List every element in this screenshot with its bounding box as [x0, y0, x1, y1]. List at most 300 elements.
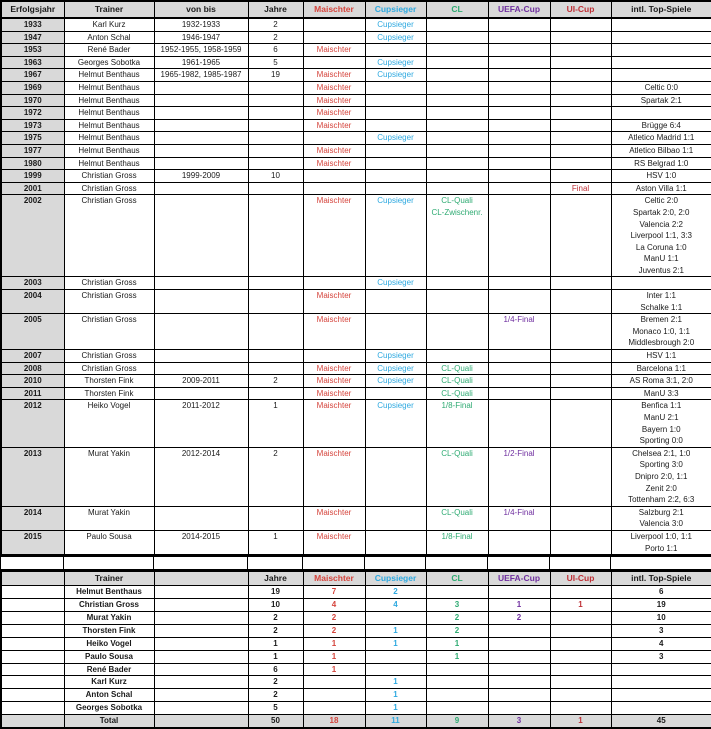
cell-line: CL-Quali	[427, 507, 488, 519]
cell-jahre: 1	[248, 530, 303, 555]
cell-jahre: 1	[248, 400, 303, 447]
cell-cupsieger: 4	[365, 599, 426, 612]
cell-line: Spartak 2:0, 2:0	[612, 207, 711, 219]
table-row	[1, 387, 711, 400]
cell-ui-cup	[550, 144, 611, 157]
cell-jahre: 2	[248, 676, 303, 689]
cell-uefa-cup	[488, 157, 550, 170]
cell-uefa-cup	[488, 362, 550, 375]
cell-jahre	[248, 277, 303, 290]
cell-cl	[426, 447, 488, 506]
cell-line: Tottenham 2:2, 6:3	[612, 494, 711, 506]
cell-jahre: 2	[248, 689, 303, 702]
cell-jahre	[248, 132, 303, 145]
cell-line: Bremen 2:1	[612, 314, 711, 326]
cell-trainer: Helmut Benthaus	[64, 107, 154, 120]
cell-trainer: Christian Gross	[64, 599, 154, 612]
header-uefa-cup: UEFA-Cup	[488, 571, 550, 586]
cell-ui-cup	[550, 132, 611, 145]
cell-erfolgsjahr: 1967	[1, 69, 64, 82]
table-row	[1, 170, 711, 183]
cell-intl-top-spiele	[611, 107, 711, 120]
cell-cl	[426, 69, 488, 82]
table-row	[1, 18, 711, 31]
header-row	[1, 571, 711, 586]
cell-cupsieger	[365, 157, 426, 170]
cell-von-bis: 2014-2015	[154, 530, 248, 555]
cell-erfolgsjahr: 1973	[1, 119, 64, 132]
cell-jahre: 2	[248, 31, 303, 44]
cell-erfolgsjahr: 2013	[1, 447, 64, 506]
cell-cupsieger: 11	[365, 715, 426, 728]
cell-maischter: 2	[303, 624, 365, 637]
table-row	[1, 447, 711, 506]
cell-von-bis	[154, 132, 248, 145]
cell-von-bis	[154, 157, 248, 170]
cell-trainer: Georges Sobotka	[64, 56, 154, 69]
cell-maischter	[303, 557, 365, 570]
cell-trainer: Paulo Sousa	[64, 530, 154, 555]
cell-erfolgsjahr	[1, 624, 64, 637]
cell-intl-top-spiele	[611, 44, 711, 57]
cell-maischter: Maischter	[303, 387, 365, 400]
cell-cupsieger	[365, 557, 426, 570]
cell-trainer: Christian Gross	[64, 182, 154, 195]
cell-von-bis	[154, 663, 248, 676]
cell-ui-cup	[550, 611, 611, 624]
cell-trainer: Murat Yakin	[64, 506, 154, 530]
cell-intl-top-spiele	[611, 290, 711, 314]
cell-intl-top-spiele	[611, 195, 711, 277]
cell-erfolgsjahr	[1, 663, 64, 676]
cell-ui-cup	[550, 586, 611, 599]
cell-uefa-cup	[488, 56, 550, 69]
cell-uefa-cup	[488, 170, 550, 183]
cell-line: Spartak 2:1	[612, 95, 711, 107]
cell-cl: 1	[426, 637, 488, 650]
cell-cl	[426, 119, 488, 132]
cell-jahre: 1	[248, 650, 303, 663]
cell-line: Schalke 1:1	[612, 302, 711, 314]
cell-von-bis	[154, 506, 248, 530]
cell-line: CL-Quali	[427, 388, 488, 400]
header-cupsieger: Cupsieger	[365, 571, 426, 586]
cell-cupsieger: Cupsieger	[365, 31, 426, 44]
cell-ui-cup	[550, 557, 611, 570]
table-row	[1, 132, 711, 145]
cell-intl-top-spiele	[611, 94, 711, 107]
cell-ui-cup	[550, 637, 611, 650]
cell-cupsieger: Cupsieger	[365, 277, 426, 290]
cell-line: Chelsea 2:1, 1:0	[612, 448, 711, 460]
cell-cl	[426, 132, 488, 145]
cell-jahre: 2	[248, 375, 303, 388]
summary-table-header	[1, 571, 711, 586]
cell-von-bis: 2009-2011	[154, 375, 248, 388]
cell-erfolgsjahr: 2015	[1, 530, 64, 555]
cell-erfolgsjahr: 1933	[1, 18, 64, 31]
cell-uefa-cup	[488, 530, 550, 555]
cell-erfolgsjahr	[1, 586, 64, 599]
summary-table-body	[1, 586, 711, 728]
cell-ui-cup	[550, 290, 611, 314]
cell-intl-top-spiele	[611, 170, 711, 183]
table-row	[1, 663, 711, 676]
cell-uefa-cup	[488, 94, 550, 107]
cell-line: Atletico Bilbao 1:1	[612, 145, 711, 157]
cell-line: 1/8-Final	[427, 400, 488, 412]
header-jahre: Jahre	[248, 571, 303, 586]
cell-ui-cup	[550, 81, 611, 94]
cell-maischter: Maischter	[303, 375, 365, 388]
cell-ui-cup	[550, 107, 611, 120]
cell-intl-top-spiele	[611, 132, 711, 145]
cell-trainer: Thorsten Fink	[64, 375, 154, 388]
cell-cupsieger: 1	[365, 689, 426, 702]
cell-cl	[426, 277, 488, 290]
cell-intl-top-spiele	[611, 56, 711, 69]
cell-uefa-cup	[488, 375, 550, 388]
table-row	[1, 599, 711, 612]
cell-erfolgsjahr: 2014	[1, 506, 64, 530]
cell-uefa-cup	[488, 663, 550, 676]
cell-von-bis	[154, 715, 248, 728]
cell-cupsieger	[365, 314, 426, 350]
cell-line: RS Belgrad 1:0	[612, 158, 711, 170]
cell-ui-cup	[550, 506, 611, 530]
table-row	[1, 400, 711, 447]
cell-intl-top-spiele	[611, 447, 711, 506]
cell-ui-cup	[550, 119, 611, 132]
table-row	[1, 182, 711, 195]
cell-cl	[426, 18, 488, 31]
cell-von-bis: 1965-1982, 1985-1987	[154, 69, 248, 82]
cell-uefa-cup	[488, 18, 550, 31]
cell-cl	[426, 170, 488, 183]
header-intl-top-spiele: intl. Top-Spiele	[611, 571, 711, 586]
table-row	[1, 375, 711, 388]
header-cl: CL	[426, 571, 488, 586]
cell-line: Barcelona 1:1	[612, 363, 711, 375]
cell-intl-top-spiele	[611, 702, 711, 715]
cell-von-bis	[154, 362, 248, 375]
cell-cupsieger: Cupsieger	[365, 69, 426, 82]
cell-von-bis	[154, 119, 248, 132]
cell-uefa-cup: 1/4-Final	[488, 506, 550, 530]
cell-maischter: Maischter	[303, 44, 365, 57]
cell-erfolgsjahr: 1972	[1, 107, 64, 120]
cell-intl-top-spiele	[611, 144, 711, 157]
cell-cupsieger: Cupsieger	[365, 350, 426, 363]
table-row	[1, 557, 711, 570]
cell-cupsieger	[365, 650, 426, 663]
cell-intl-top-spiele	[611, 689, 711, 702]
cell-uefa-cup	[488, 107, 550, 120]
cell-jahre	[248, 107, 303, 120]
cell-line: Valencia 2:2	[612, 219, 711, 231]
cell-intl-top-spiele	[611, 663, 711, 676]
cell-cl	[426, 290, 488, 314]
cell-cupsieger	[365, 182, 426, 195]
cell-cupsieger: 1	[365, 624, 426, 637]
cell-cupsieger	[365, 94, 426, 107]
cell-trainer: Helmut Benthaus	[64, 81, 154, 94]
cell-von-bis	[154, 290, 248, 314]
cell-maischter: Maischter	[303, 81, 365, 94]
cell-maischter: Maischter	[303, 447, 365, 506]
cell-intl-top-spiele	[611, 69, 711, 82]
cell-trainer: René Bader	[64, 663, 154, 676]
cell-trainer: Christian Gross	[64, 314, 154, 350]
cell-von-bis	[154, 637, 248, 650]
cell-maischter: Maischter	[303, 195, 365, 277]
cell-cupsieger: Cupsieger	[365, 56, 426, 69]
cell-line: ManU 2:1	[612, 412, 711, 424]
cell-von-bis	[154, 702, 248, 715]
cell-ui-cup	[550, 530, 611, 555]
cell-erfolgsjahr: 1975	[1, 132, 64, 145]
cell-uefa-cup: 2	[488, 611, 550, 624]
cell-cl	[426, 350, 488, 363]
cell-line: Sporting 3:0	[612, 459, 711, 471]
cell-maischter: Maischter	[303, 362, 365, 375]
table-row	[1, 69, 711, 82]
erfolge-table-body	[1, 18, 711, 555]
cell-trainer: Murat Yakin	[64, 447, 154, 506]
cell-intl-top-spiele: 4	[611, 637, 711, 650]
cell-line: Aston Villa 1:1	[612, 183, 711, 195]
cell-uefa-cup	[488, 81, 550, 94]
cell-maischter: 1	[303, 637, 365, 650]
header-uefa-cup: UEFA-Cup	[488, 1, 550, 18]
header-erfolgsjahr: Erfolgsjahr	[1, 1, 64, 18]
cell-erfolgsjahr: 2003	[1, 277, 64, 290]
cell-jahre	[248, 94, 303, 107]
cell-line: CL-Quali	[427, 363, 488, 375]
cell-erfolgsjahr: 2010	[1, 375, 64, 388]
cell-line: Juventus 2:1	[612, 265, 711, 277]
cell-von-bis	[154, 599, 248, 612]
cell-von-bis: 2011-2012	[154, 400, 248, 447]
cell-maischter: 4	[303, 599, 365, 612]
cell-maischter: 18	[303, 715, 365, 728]
table-row	[1, 144, 711, 157]
cell-von-bis: 1946-1947	[154, 31, 248, 44]
cell-uefa-cup	[488, 586, 550, 599]
cell-cl	[426, 157, 488, 170]
cell-maischter: Maischter	[303, 400, 365, 447]
cell-ui-cup	[550, 387, 611, 400]
cell-line: Atletico Madrid 1:1	[612, 132, 711, 144]
cell-von-bis	[154, 182, 248, 195]
cell-line: ManU 1:1	[612, 253, 711, 265]
cell-cupsieger	[365, 447, 426, 506]
cell-uefa-cup	[488, 195, 550, 277]
cell-maischter	[303, 18, 365, 31]
cell-erfolgsjahr: 2012	[1, 400, 64, 447]
cell-intl-top-spiele	[611, 119, 711, 132]
header-row	[1, 1, 711, 18]
cell-trainer: Christian Gross	[64, 195, 154, 277]
cell-ui-cup	[550, 676, 611, 689]
cell-line: Zenit 2:0	[612, 483, 711, 495]
cell-jahre: 2	[248, 18, 303, 31]
cell-erfolgsjahr	[1, 689, 64, 702]
cell-intl-top-spiele	[611, 530, 711, 555]
cell-von-bis	[154, 689, 248, 702]
cell-von-bis	[154, 586, 248, 599]
cell-jahre	[248, 314, 303, 350]
cell-jahre: 19	[248, 69, 303, 82]
cell-erfolgsjahr: 1947	[1, 31, 64, 44]
cell-maischter: 1	[303, 650, 365, 663]
cell-cl: 9	[426, 715, 488, 728]
cell-erfolgsjahr	[1, 676, 64, 689]
cell-von-bis: 2012-2014	[154, 447, 248, 506]
cell-line: Porto 1:1	[612, 543, 711, 555]
cell-jahre: 19	[248, 586, 303, 599]
cell-jahre: 2	[248, 611, 303, 624]
header-jahre: Jahre	[248, 1, 303, 18]
cell-cl	[426, 387, 488, 400]
cell-cupsieger	[365, 144, 426, 157]
cell-maischter: Maischter	[303, 144, 365, 157]
cell-cl	[426, 107, 488, 120]
cell-cupsieger	[365, 530, 426, 555]
cell-trainer: Helmut Benthaus	[64, 94, 154, 107]
cell-trainer: Paulo Sousa	[64, 650, 154, 663]
cell-trainer: Total	[64, 715, 154, 728]
cell-uefa-cup	[488, 650, 550, 663]
cell-von-bis	[154, 676, 248, 689]
cell-cupsieger: Cupsieger	[365, 18, 426, 31]
cell-von-bis: 1961-1965	[154, 56, 248, 69]
cell-cl	[426, 375, 488, 388]
cell-cupsieger	[365, 290, 426, 314]
cell-maischter: Maischter	[303, 157, 365, 170]
cell-maischter	[303, 56, 365, 69]
cell-von-bis	[154, 314, 248, 350]
cell-erfolgsjahr: 2005	[1, 314, 64, 350]
cell-jahre	[248, 387, 303, 400]
cell-erfolgsjahr	[1, 599, 64, 612]
table-row	[1, 689, 711, 702]
header-ui-cup: UI-Cup	[550, 571, 611, 586]
cell-trainer: Karl Kurz	[64, 676, 154, 689]
cell-cl	[426, 530, 488, 555]
table-row	[1, 702, 711, 715]
cell-uefa-cup	[488, 277, 550, 290]
cell-cl	[426, 94, 488, 107]
cell-trainer: Helmut Benthaus	[64, 144, 154, 157]
table-row	[1, 31, 711, 44]
cell-cl	[426, 144, 488, 157]
cell-cupsieger	[365, 611, 426, 624]
cell-jahre	[248, 350, 303, 363]
cell-maischter	[303, 277, 365, 290]
cell-line: Middlesbrough 2:0	[612, 337, 711, 349]
table-row	[1, 676, 711, 689]
cell-intl-top-spiele	[611, 182, 711, 195]
cell-uefa-cup	[488, 689, 550, 702]
cell-uefa-cup	[488, 290, 550, 314]
table-row	[1, 624, 711, 637]
cell-maischter: Maischter	[303, 290, 365, 314]
cell-jahre	[248, 195, 303, 277]
cell-cl	[426, 702, 488, 715]
cell-uefa-cup	[488, 676, 550, 689]
cell-line: Liverpool 1:0, 1:1	[612, 531, 711, 543]
cell-erfolgsjahr: 2004	[1, 290, 64, 314]
cell-erfolgsjahr: 1969	[1, 81, 64, 94]
cell-von-bis	[154, 81, 248, 94]
table-row	[1, 506, 711, 530]
spacer-row	[0, 556, 711, 570]
cell-uefa-cup	[488, 69, 550, 82]
cell-uefa-cup	[488, 400, 550, 447]
cell-von-bis: 1999-2009	[154, 170, 248, 183]
table-row	[1, 586, 711, 599]
cell-cl	[426, 676, 488, 689]
cell-intl-top-spiele	[611, 81, 711, 94]
cell-cl	[426, 81, 488, 94]
table-row	[1, 44, 711, 57]
cell-jahre: 2	[248, 624, 303, 637]
cell-jahre	[248, 81, 303, 94]
table-row	[1, 157, 711, 170]
cell-cl	[426, 689, 488, 702]
table-row	[1, 362, 711, 375]
cell-intl-top-spiele	[611, 400, 711, 447]
table-row	[1, 530, 711, 555]
cell-erfolgsjahr	[1, 611, 64, 624]
cell-intl-top-spiele	[611, 375, 711, 388]
cell-erfolgsjahr: 2002	[1, 195, 64, 277]
table-row	[1, 637, 711, 650]
cell-jahre: 6	[248, 663, 303, 676]
cell-maischter: Maischter	[303, 107, 365, 120]
cell-line: Celtic 0:0	[612, 82, 711, 94]
total-row	[1, 715, 711, 728]
cell-trainer	[64, 557, 154, 570]
cell-intl-top-spiele	[611, 157, 711, 170]
cell-von-bis	[154, 650, 248, 663]
cell-uefa-cup	[488, 387, 550, 400]
cell-ui-cup: 1	[550, 715, 611, 728]
cell-jahre: 5	[248, 56, 303, 69]
cell-erfolgsjahr: 1999	[1, 170, 64, 183]
cell-erfolgsjahr	[1, 637, 64, 650]
cell-von-bis	[154, 277, 248, 290]
table-row	[1, 650, 711, 663]
header-maischter: Maischter	[303, 1, 365, 18]
table-row	[1, 277, 711, 290]
table-row	[1, 81, 711, 94]
cell-cupsieger	[365, 387, 426, 400]
cell-uefa-cup	[488, 182, 550, 195]
cell-trainer: Christian Gross	[64, 277, 154, 290]
cell-maischter: Maischter	[303, 530, 365, 555]
cell-jahre	[248, 182, 303, 195]
cell-ui-cup	[550, 195, 611, 277]
cell-cl: 2	[426, 611, 488, 624]
cell-erfolgsjahr	[1, 557, 64, 570]
cell-maischter: 7	[303, 586, 365, 599]
header-ui-cup: UI-Cup	[550, 1, 611, 18]
cell-ui-cup: 1	[550, 599, 611, 612]
cell-erfolgsjahr: 1953	[1, 44, 64, 57]
table-row	[1, 314, 711, 350]
